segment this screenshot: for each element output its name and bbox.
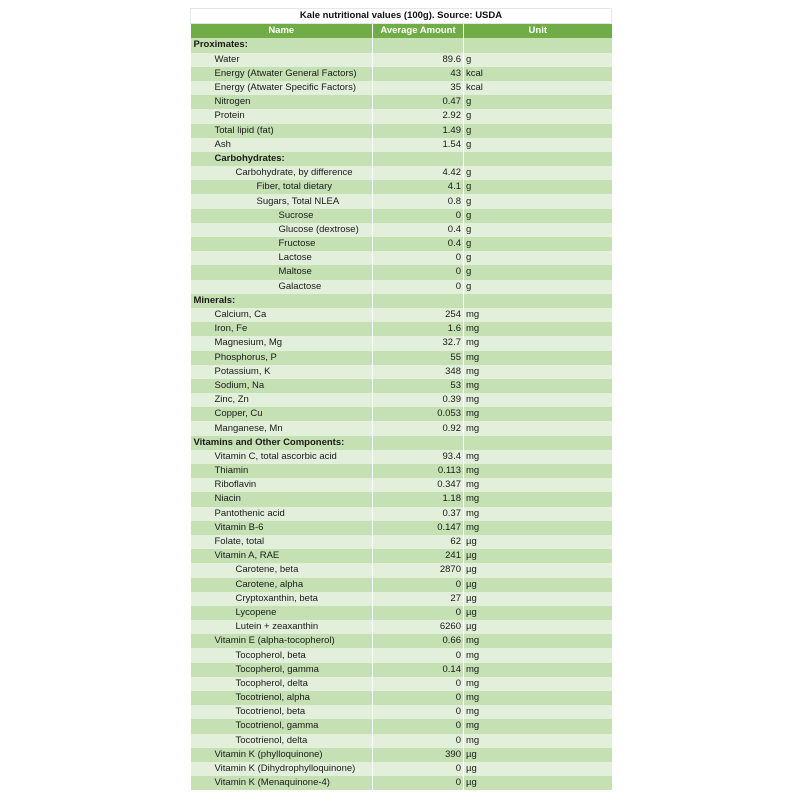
nutrient-name: Tocotrienol, beta xyxy=(191,705,373,719)
table-row xyxy=(191,138,612,152)
table-row xyxy=(191,677,612,691)
nutrient-unit xyxy=(464,436,612,450)
nutrient-unit: µg xyxy=(464,592,612,606)
nutrient-amount: 0 xyxy=(373,648,464,662)
nutrient-unit xyxy=(464,152,612,166)
nutrient-amount: 1.18 xyxy=(373,492,464,506)
nutrient-unit: g xyxy=(464,209,612,223)
column-header-name: Name xyxy=(191,24,373,39)
nutrient-unit: g xyxy=(464,265,612,279)
nutrient-amount: 0.4 xyxy=(373,237,464,251)
nutrient-name: Vitamin E (alpha-tocopherol) xyxy=(191,634,373,648)
table-row xyxy=(191,705,612,719)
table-row xyxy=(191,507,612,521)
nutrient-name: Phosphorus, P xyxy=(191,351,373,365)
nutrient-name: Fiber, total dietary xyxy=(191,180,373,194)
nutrient-amount: 0.147 xyxy=(373,521,464,535)
nutrient-name: Lycopene xyxy=(191,606,373,620)
table-row xyxy=(191,663,612,677)
nutrient-unit: g xyxy=(464,180,612,194)
nutrient-unit: g xyxy=(464,138,612,152)
nutrient-name: Vitamin C, total ascorbic acid xyxy=(191,450,373,464)
nutrient-name: Potassium, K xyxy=(191,365,373,379)
nutrient-amount: 0.113 xyxy=(373,464,464,478)
section-row xyxy=(191,436,612,450)
nutrient-unit: g xyxy=(464,251,612,265)
nutrient-amount: 0.4 xyxy=(373,223,464,237)
nutrient-unit: µg xyxy=(464,762,612,776)
nutrient-name: Folate, total xyxy=(191,535,373,549)
table-row xyxy=(191,81,612,95)
nutrient-name: Magnesium, Mg xyxy=(191,336,373,350)
nutrient-name: Sugars, Total NLEA xyxy=(191,194,373,208)
nutrient-amount: 0.92 xyxy=(373,421,464,435)
nutrient-name: Vitamin A, RAE xyxy=(191,549,373,563)
table-row xyxy=(191,620,612,634)
table-row xyxy=(191,478,612,492)
table-row xyxy=(191,563,612,577)
column-header-amount: Average Amount xyxy=(373,24,464,39)
nutrient-amount: 6260 xyxy=(373,620,464,634)
nutrient-name: Maltose xyxy=(191,265,373,279)
nutrient-unit xyxy=(464,294,612,308)
table-row xyxy=(191,492,612,506)
table-row xyxy=(191,379,612,393)
nutrient-amount xyxy=(373,38,464,52)
nutrient-amount: 0 xyxy=(373,265,464,279)
section-row xyxy=(191,152,612,166)
table-row xyxy=(191,365,612,379)
nutrient-unit: mg xyxy=(464,351,612,365)
table-row xyxy=(191,265,612,279)
nutrient-name: Carotene, beta xyxy=(191,563,373,577)
table-row xyxy=(191,450,612,464)
nutrient-unit: µg xyxy=(464,776,612,790)
nutrient-unit: mg xyxy=(464,691,612,705)
table-row xyxy=(191,280,612,294)
nutrition-table xyxy=(190,8,612,790)
nutrient-name: Pantothenic acid xyxy=(191,507,373,521)
nutrient-name: Carbohydrate, by difference xyxy=(191,166,373,180)
nutrient-unit: mg xyxy=(464,336,612,350)
nutrient-name: Water xyxy=(191,53,373,67)
table-row xyxy=(191,393,612,407)
table-row xyxy=(191,194,612,208)
nutrient-amount: 2.92 xyxy=(373,109,464,123)
nutrient-unit: g xyxy=(464,109,612,123)
nutrient-unit: g xyxy=(464,124,612,138)
nutrient-unit: g xyxy=(464,53,612,67)
nutrient-name: Cryptoxanthin, beta xyxy=(191,592,373,606)
table-row xyxy=(191,734,612,748)
nutrient-name: Fructose xyxy=(191,237,373,251)
nutrient-unit: mg xyxy=(464,663,612,677)
nutrient-amount xyxy=(373,294,464,308)
nutrient-unit: g xyxy=(464,95,612,109)
table-row xyxy=(191,648,612,662)
nutrient-unit: µg xyxy=(464,549,612,563)
nutrient-amount: 55 xyxy=(373,351,464,365)
nutrient-amount xyxy=(373,152,464,166)
nutrient-unit: mg xyxy=(464,492,612,506)
column-header-unit: Unit xyxy=(464,24,612,39)
nutrient-amount: 4.42 xyxy=(373,166,464,180)
nutrient-unit: mg xyxy=(464,634,612,648)
nutrient-amount: 0.37 xyxy=(373,507,464,521)
nutrient-name: Vitamin K (Dihydrophylloquinone) xyxy=(191,762,373,776)
nutrient-unit: µg xyxy=(464,620,612,634)
nutrient-unit: mg xyxy=(464,705,612,719)
nutrient-name: Total lipid (fat) xyxy=(191,124,373,138)
nutrient-name: Vitamin B-6 xyxy=(191,521,373,535)
nutrient-amount: 0 xyxy=(373,606,464,620)
nutrient-name: Tocopherol, gamma xyxy=(191,663,373,677)
section-row xyxy=(191,38,612,52)
nutrient-amount: 27 xyxy=(373,592,464,606)
nutrient-amount: 62 xyxy=(373,535,464,549)
nutrient-unit: mg xyxy=(464,365,612,379)
nutrient-name: Energy (Atwater General Factors) xyxy=(191,67,373,81)
table-row xyxy=(191,308,612,322)
table-row xyxy=(191,351,612,365)
nutrient-name: Ash xyxy=(191,138,373,152)
table-title-row xyxy=(191,9,612,24)
nutrient-name: Tocopherol, delta xyxy=(191,677,373,691)
table-row xyxy=(191,762,612,776)
table-row xyxy=(191,421,612,435)
nutrient-amount: 0.66 xyxy=(373,634,464,648)
nutrient-name: Copper, Cu xyxy=(191,407,373,421)
table-row xyxy=(191,67,612,81)
nutrient-amount: 0.39 xyxy=(373,393,464,407)
nutrient-unit: mg xyxy=(464,648,612,662)
nutrient-amount: 0.347 xyxy=(373,478,464,492)
nutrient-amount: 53 xyxy=(373,379,464,393)
table-row xyxy=(191,592,612,606)
nutrient-unit: mg xyxy=(464,308,612,322)
table-row xyxy=(191,549,612,563)
table-row xyxy=(191,521,612,535)
nutrient-name: Zinc, Zn xyxy=(191,393,373,407)
nutrient-amount: 0 xyxy=(373,719,464,733)
nutrient-unit: mg xyxy=(464,407,612,421)
nutrient-name: Sodium, Na xyxy=(191,379,373,393)
nutrient-amount: 0.14 xyxy=(373,663,464,677)
nutrient-amount: 390 xyxy=(373,748,464,762)
table-row xyxy=(191,407,612,421)
nutrient-amount: 0 xyxy=(373,762,464,776)
nutrient-unit: g xyxy=(464,280,612,294)
nutrient-amount: 0.47 xyxy=(373,95,464,109)
nutrient-amount: 1.49 xyxy=(373,124,464,138)
nutrient-unit xyxy=(464,38,612,52)
nutrient-name: Nitrogen xyxy=(191,95,373,109)
nutrient-name: Calcium, Ca xyxy=(191,308,373,322)
nutrient-unit: mg xyxy=(464,450,612,464)
nutrient-amount: 32.7 xyxy=(373,336,464,350)
nutrient-name: Iron, Fe xyxy=(191,322,373,336)
nutrient-amount: 0.8 xyxy=(373,194,464,208)
nutrient-unit: mg xyxy=(464,379,612,393)
nutrient-unit: µg xyxy=(464,578,612,592)
nutrient-amount: 0.053 xyxy=(373,407,464,421)
section-row xyxy=(191,294,612,308)
nutrient-unit: g xyxy=(464,166,612,180)
nutrient-name: Protein xyxy=(191,109,373,123)
table-row xyxy=(191,606,612,620)
nutrient-amount: 89.6 xyxy=(373,53,464,67)
table-title: Kale nutritional values (100g). Source: USDA xyxy=(191,9,612,24)
table-row xyxy=(191,95,612,109)
nutrient-name: Tocopherol, beta xyxy=(191,648,373,662)
table-row xyxy=(191,237,612,251)
nutrient-name: Carbohydrates: xyxy=(191,152,373,166)
nutrient-name: Manganese, Mn xyxy=(191,421,373,435)
nutrient-amount: 4.1 xyxy=(373,180,464,194)
nutrient-unit: mg xyxy=(464,677,612,691)
nutrient-amount: 1.54 xyxy=(373,138,464,152)
table-row xyxy=(191,634,612,648)
nutrient-unit: mg xyxy=(464,464,612,478)
nutrient-unit: mg xyxy=(464,421,612,435)
nutrient-amount: 2870 xyxy=(373,563,464,577)
nutrient-name: Tocotrienol, delta xyxy=(191,734,373,748)
nutrient-name: Tocotrienol, alpha xyxy=(191,691,373,705)
nutrient-name: Vitamin K (phylloquinone) xyxy=(191,748,373,762)
nutrient-unit: µg xyxy=(464,748,612,762)
nutrient-amount: 254 xyxy=(373,308,464,322)
nutrient-amount: 43 xyxy=(373,67,464,81)
nutrient-name: Glucose (dextrose) xyxy=(191,223,373,237)
header-row xyxy=(191,24,612,39)
nutrient-name: Carotene, alpha xyxy=(191,578,373,592)
nutrient-name: Lactose xyxy=(191,251,373,265)
nutrient-name: Lutein + zeaxanthin xyxy=(191,620,373,634)
nutrient-name: Thiamin xyxy=(191,464,373,478)
nutrient-unit: mg xyxy=(464,507,612,521)
nutrient-amount: 0 xyxy=(373,251,464,265)
nutrient-name: Sucrose xyxy=(191,209,373,223)
nutrient-unit: mg xyxy=(464,393,612,407)
table-row xyxy=(191,322,612,336)
nutrient-name: Energy (Atwater Specific Factors) xyxy=(191,81,373,95)
table-row xyxy=(191,180,612,194)
table-row xyxy=(191,719,612,733)
table-row xyxy=(191,748,612,762)
nutrient-amount: 0 xyxy=(373,209,464,223)
table-row xyxy=(191,336,612,350)
nutrient-unit: g xyxy=(464,237,612,251)
nutrient-unit: kcal xyxy=(464,81,612,95)
nutrient-name: Vitamins and Other Components: xyxy=(191,436,373,450)
nutrient-name: Niacin xyxy=(191,492,373,506)
nutrient-unit: g xyxy=(464,223,612,237)
table-row xyxy=(191,166,612,180)
table-row xyxy=(191,124,612,138)
nutrient-unit: mg xyxy=(464,734,612,748)
table-row xyxy=(191,109,612,123)
nutrient-amount: 1.6 xyxy=(373,322,464,336)
nutrient-amount xyxy=(373,436,464,450)
nutrient-amount: 348 xyxy=(373,365,464,379)
nutrient-amount: 0 xyxy=(373,578,464,592)
table-row xyxy=(191,776,612,790)
nutrient-amount: 0 xyxy=(373,677,464,691)
table-row xyxy=(191,691,612,705)
nutrient-amount: 0 xyxy=(373,691,464,705)
nutrient-unit: µg xyxy=(464,563,612,577)
table-row xyxy=(191,535,612,549)
nutrient-amount: 0 xyxy=(373,705,464,719)
nutrient-name: Tocotrienol, gamma xyxy=(191,719,373,733)
nutrient-unit: kcal xyxy=(464,67,612,81)
nutrient-unit: µg xyxy=(464,606,612,620)
table-row xyxy=(191,578,612,592)
nutrient-unit: mg xyxy=(464,322,612,336)
nutrient-unit: mg xyxy=(464,719,612,733)
table-row xyxy=(191,464,612,478)
table-row xyxy=(191,209,612,223)
table-row xyxy=(191,223,612,237)
nutrient-name: Riboflavin xyxy=(191,478,373,492)
nutrient-name: Vitamin K (Menaquinone-4) xyxy=(191,776,373,790)
nutrient-amount: 0 xyxy=(373,776,464,790)
nutrient-unit: µg xyxy=(464,535,612,549)
nutrient-name: Minerals: xyxy=(191,294,373,308)
table-row xyxy=(191,251,612,265)
nutrient-amount: 241 xyxy=(373,549,464,563)
nutrient-name: Galactose xyxy=(191,280,373,294)
nutrient-unit: mg xyxy=(464,521,612,535)
nutrient-amount: 35 xyxy=(373,81,464,95)
table-row xyxy=(191,53,612,67)
nutrient-unit: mg xyxy=(464,478,612,492)
nutrient-amount: 0 xyxy=(373,280,464,294)
nutrient-unit: g xyxy=(464,194,612,208)
nutrient-amount: 93.4 xyxy=(373,450,464,464)
nutrient-amount: 0 xyxy=(373,734,464,748)
nutrient-name: Proximates: xyxy=(191,38,373,52)
